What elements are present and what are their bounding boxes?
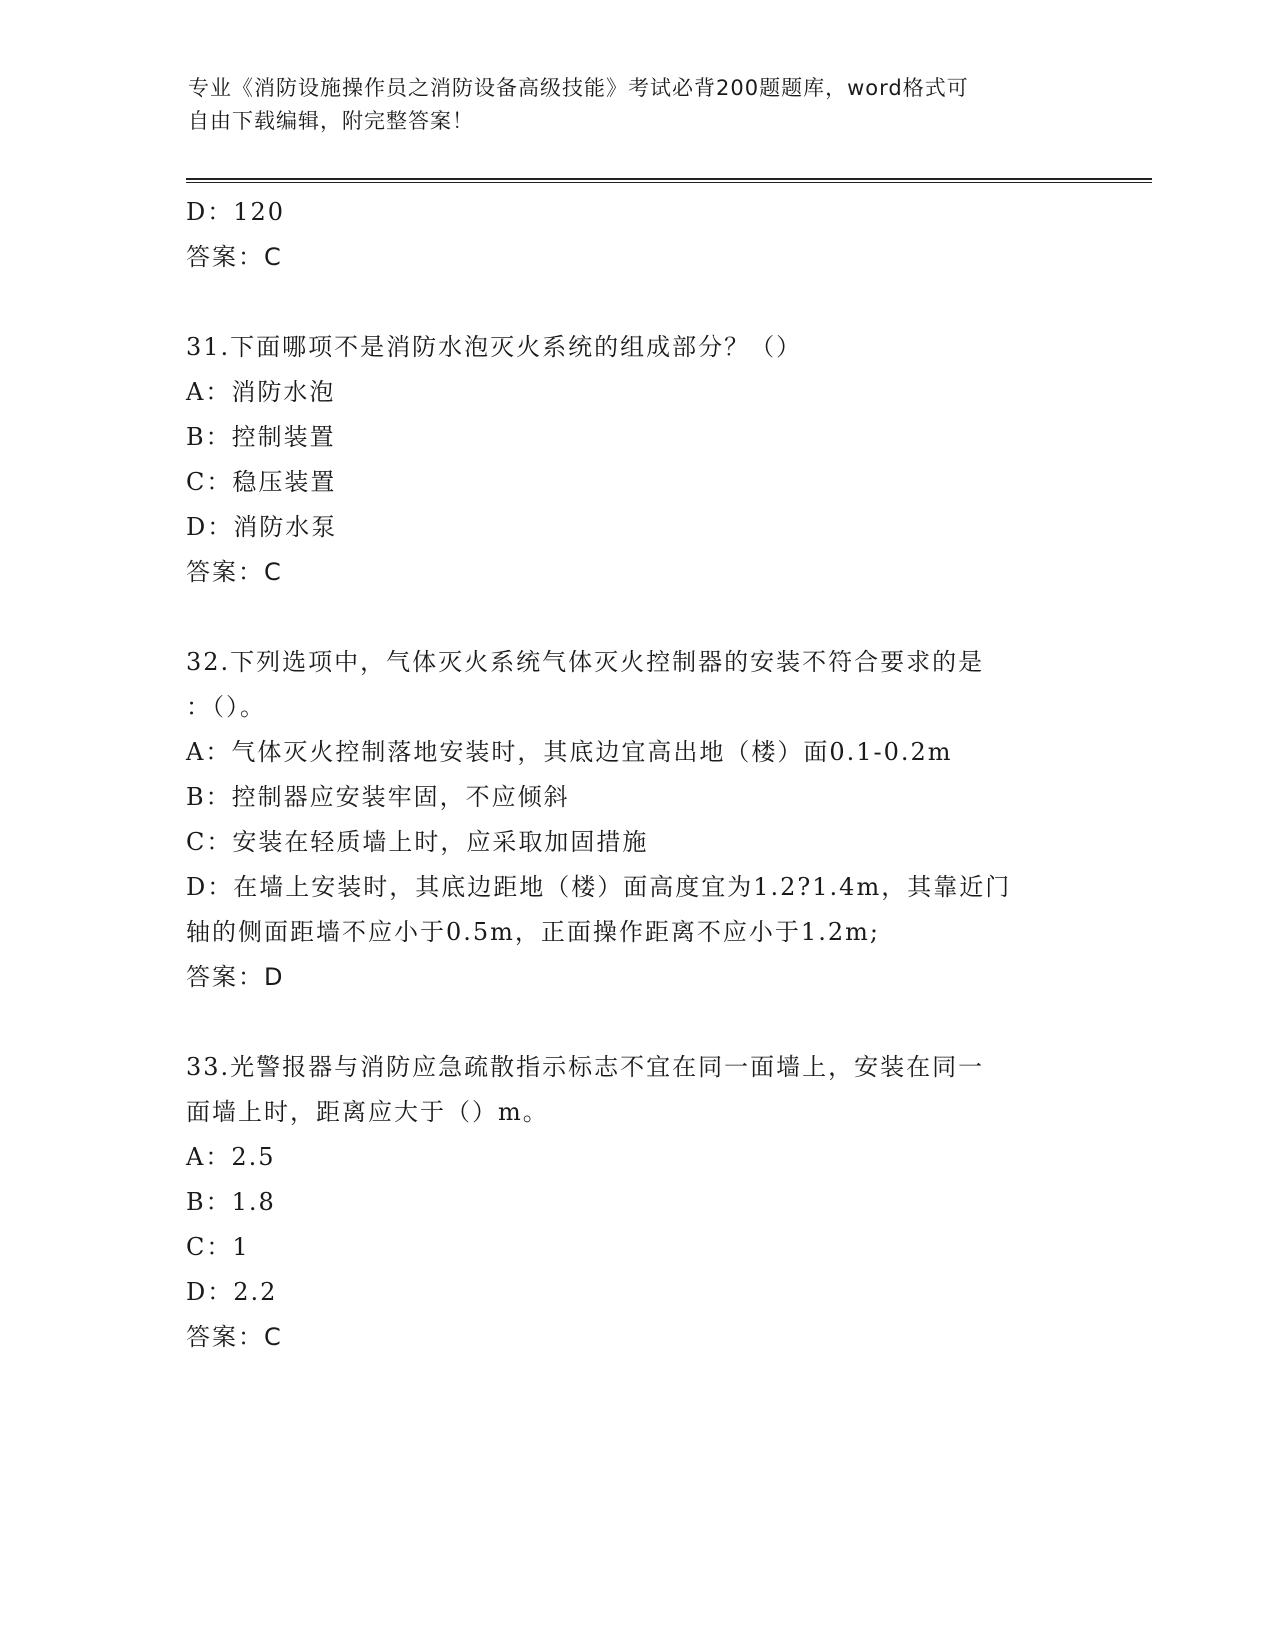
spacer	[186, 595, 1086, 640]
question-stem: 31.下面哪项不是消防水泡灭火系统的组成部分？（）	[186, 333, 803, 361]
option-b: B：控制装置	[186, 423, 336, 451]
question-31	[186, 325, 1086, 595]
question-stem: 33.光警报器与消防应急疏散指示标志不宜在同一面墙上，安装在同一	[186, 1053, 985, 1081]
option-d: D：消防水泵	[186, 513, 338, 541]
header-line-1: 专业《消防设施操作员之消防设备高级技能》考试必背200题题库，word格式可	[188, 76, 969, 100]
header-divider	[186, 178, 1152, 183]
answer: 答案：C	[186, 1323, 283, 1351]
option-d: D：2.2	[186, 1278, 278, 1306]
spacer	[186, 1000, 1086, 1045]
question-stem-cont: 面墙上时，距离应大于（）m。	[186, 1098, 549, 1126]
answer: 答案：D	[186, 963, 285, 991]
option-d-cont: 轴的侧面距墙不应小于0.5m，正面操作距离不应小于1.2m;	[186, 918, 880, 946]
option-c: C：1	[186, 1233, 250, 1261]
prev-option-d: D：120	[186, 198, 286, 226]
option-a: A：2.5	[186, 1143, 276, 1171]
option-b: B：控制器应安装牢固，不应倾斜	[186, 783, 570, 811]
document-body	[186, 190, 1086, 1360]
option-d: D：在墙上安装时，其底边距地（楼）面高度宜为1.2?1.4m，其靠近门	[186, 873, 1012, 901]
question-33	[186, 1045, 1086, 1360]
option-b: B：1.8	[186, 1188, 276, 1216]
prev-answer: 答案：C	[186, 243, 283, 271]
option-a: A：消防水泡	[186, 378, 336, 406]
answer: 答案：C	[186, 558, 283, 586]
spacer	[186, 280, 1086, 325]
page-header	[188, 72, 1068, 138]
question-stem: 32.下列选项中，气体灭火系统气体灭火控制器的安装不符合要求的是	[186, 648, 985, 676]
option-c: C：安装在轻质墙上时，应采取加固措施	[186, 828, 649, 856]
question-32	[186, 640, 1086, 1000]
question-stem-cont: ：（）。	[186, 693, 266, 721]
option-c: C：稳压装置	[186, 468, 337, 496]
header-line-2: 自由下载编辑，附完整答案！	[188, 109, 474, 133]
option-a: A：气体灭火控制落地安装时，其底边宜高出地（楼）面0.1-0.2m	[186, 738, 953, 766]
